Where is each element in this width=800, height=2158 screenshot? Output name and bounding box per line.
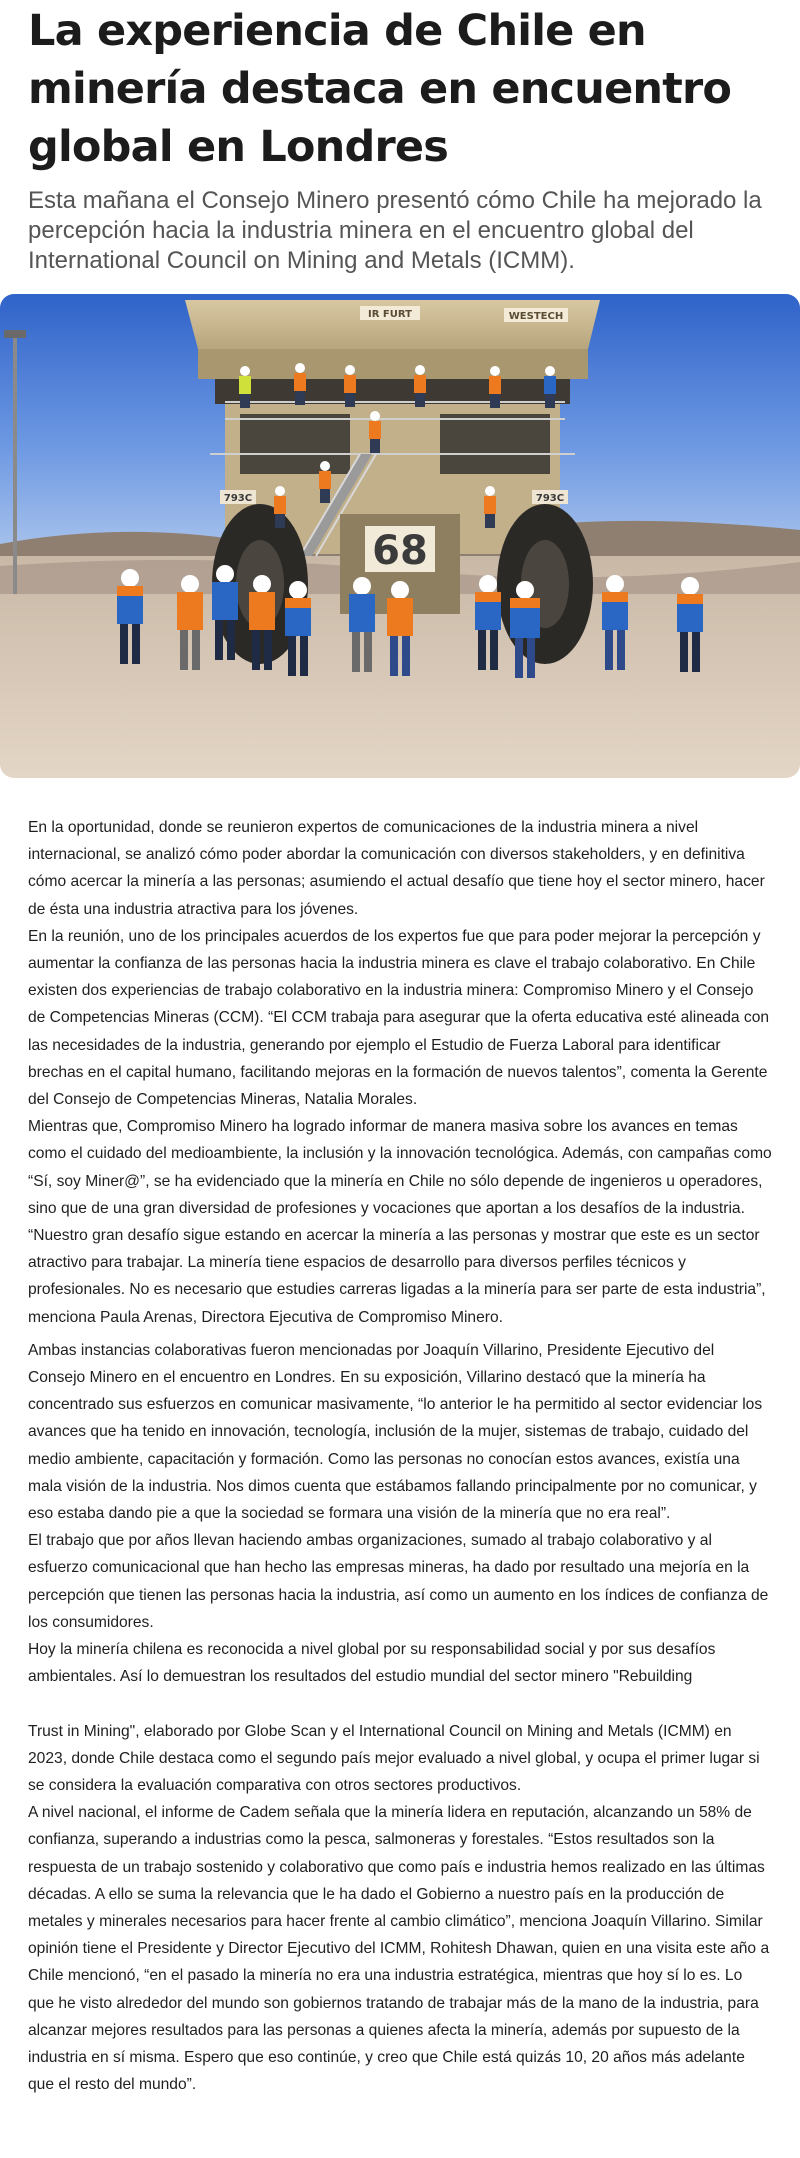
article-paragraph: En la reunión, uno de los principales acuerdos de los expertos fue que para poder mejorar la percepción y aumentar la confianza de las personas hacia la industria minera es clave el trabajo colaborativo. En Chile existen dos experiencias de trabajo colaborativo en la industria minera: Compromiso Minero y el Consejo de Competencias Mineras (CCM). “El CCM trabaja para asegurar que la oferta educativa esté alineada con las necesidades de la industria, generando por ejemplo el Estudio de Fuerza Laboral para identificar brechas en el capital humano, facilitando mejoras en la formación de nuevos talentos”, comenta la Gerente del Consejo de Competencias Mineras, Natalia Morales. <box>28 927 770 1109</box>
article-body <box>0 814 800 2098</box>
hero-image <box>0 294 800 778</box>
article-paragraph: El trabajo que por años llevan haciendo ambas organizaciones, sumado al trabajo colaborativo y al esfuerzo comunicacional que han hecho las empresas mineras, ha dado por resultado una mejoría en la percepción que tienen las personas hacia la industria, así como un aumento en los índices de confianza de los consumidores. <box>28 1532 769 1631</box>
truck-brand-text: WESTECH <box>508 311 564 322</box>
truck-number: 68 <box>372 528 428 574</box>
truck-side-code-left: 793C <box>223 493 253 504</box>
article-paragraph: Hoy la minería chilena es reconocida a nivel global por su responsabilidad social y por sus desafíos ambientales. Así lo demuestran los resultados del estudio mundial del sector minero "Rebuilding <box>28 1641 716 1686</box>
mining-truck-photo <box>0 294 800 778</box>
article-paragraph: A nivel nacional, el informe de Cadem señala que la minería lidera en reputación, alcanzando un 58% de confianza, superando a industrias como la pesca, salmoneras y forestales. “Estos resultados son la respuesta de un trabajo sostenido y colaborativo que como país e industria hemos realizado en las últimas décadas. A ello se suma la relevancia que le ha dado el Gobierno a nuestro país en la producción de metales y minerales necesarios para hacer frente al cambio climático”, menciona Joaquín Villarino. Similar opinión tiene el Presidente y Director Ejecutivo del ICMM, Rohitesh Dhawan, quien en una visita este año a Chile mencionó, “en el pasado la minería no era una industria estratégica, mientras que hoy sí lo es. Lo que he visto alrededor del mundo son gobiernos tratando de trabajar más de la mano de la industria, para alcanzar mejores resultados para las personas a quienes afecta la minería, además por supuesto de la industria en sí misma. Espero que eso continúe, y creo que Chile está quizás 10, 20 años más adelante que el resto del mundo”. <box>28 1804 770 2094</box>
truck-side-code-right: 793C <box>535 493 565 504</box>
article-paragraph: Ambas instancias colaborativas fueron mencionadas por Joaquín Villarino, Presidente Ejecutivo del Consejo Minero en el encuentro en Londres. En su exposición, Villarino destacó que la minería ha concentrado sus esfuerzos en comunicar masivamente, “lo anterior le ha permitido al sector evidenciar los avances que ha tenido en innovación, tecnología, inclusión de la mujer, sistemas de trabajo, cuidado del medio ambiente, capacitación y formación. Como las personas no conocían estos avances, existía una mala visión de la industria. Nos dimos cuenta que estábamos fallando principalmente por no comunicar, y eso estaba dando pie a que la sociedad se formara una visión de la minería que no era real”. <box>28 1341 763 1523</box>
article-title: La experiencia de Chile en minería destaca en encuentro global en Londres <box>28 6 732 172</box>
article-paragraph: Mientras que, Compromiso Minero ha logrado informar de manera masiva sobre los avances en temas como el cuidado del medioambiente, la inclusión y la innovación tecnológica. Además, con campañas como “Sí, soy Miner@”, se ha evidenciado que la minería en Chile no sólo depende de ingenieros u operadores, sino que de una gran diversidad de profesiones y vocaciones que aportan a los desafíos de la industria. “Nuestro gran desafío sigue estando en acercar la minería a las personas y mostrar que este es un sector atractivo para trabajar. La minería tiene espacios de desarrollo para diversos perfiles técnicos y profesionales. No es necesario que estudies carreras ligadas a la minería para ser parte de esta industria”, menciona Paula Arenas, Directora Ejecutiva de Compromiso Minero. <box>28 1118 772 1326</box>
article-paragraph: En la oportunidad, donde se reunieron expertos de comunicaciones de la industria minera a nivel internacional, se analizó cómo poder abordar la comunicación con diversos stakeholders, y en definitiva cómo acercar la minería a las personas; asumiendo el actual desafío que tiene hoy el sector minero, hacer de ésta una industria atractiva para los jóvenes. <box>28 819 765 918</box>
truck-plate-text: IR FURT <box>368 309 412 320</box>
article-subtitle: Esta mañana el Consejo Minero presentó cómo Chile ha mejorado la percepción hacia la industria minera en el encuentro global del International Council on Mining and Metals (ICMM). <box>28 187 762 274</box>
paragraph-spacer <box>28 1691 772 1718</box>
article-paragraph: Trust in Mining", elaborado por Globe Scan y el International Council on Mining and Metals (ICMM) en 2023, donde Chile destaca como el segundo país mejor evaluado a nivel global, y ocupa el primer lugar si se considera la evaluación comparativa con otros sectores productivos. <box>28 1722 760 1794</box>
